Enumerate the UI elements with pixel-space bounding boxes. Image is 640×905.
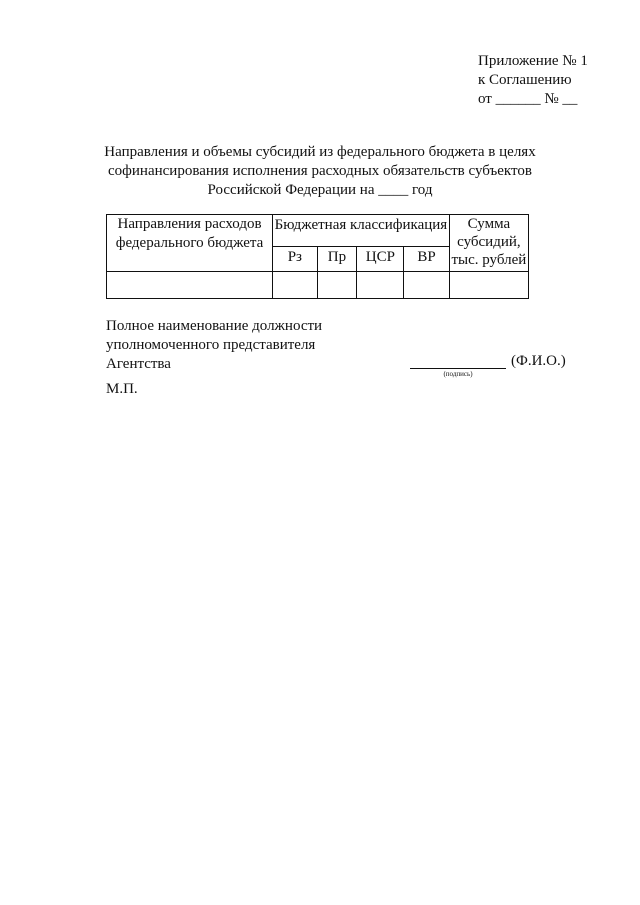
annex-number: Приложение № 1 <box>478 53 588 69</box>
signatory-name: (Ф.И.О.) <box>511 353 566 369</box>
subsidy-table <box>106 214 529 299</box>
cell-rz <box>273 272 318 299</box>
signatory-line-3: Агентства <box>106 356 171 372</box>
annex-date-number: от ______ № __ <box>478 91 578 107</box>
header-vr: ВР <box>404 246 449 271</box>
table-header-row <box>107 215 529 247</box>
title-line-2: софинансирования исполнения расходных обязательств субъектов <box>108 163 532 179</box>
header-direction-line-2: федерального бюджета <box>115 235 264 251</box>
cell-sum <box>449 272 528 299</box>
header-rz: Рз <box>273 246 318 271</box>
header-pr: Пр <box>317 246 357 271</box>
cell-pr <box>317 272 357 299</box>
header-sum-line-2: тыс. рублей <box>451 252 527 268</box>
signatory-line-2: уполномоченного представителя <box>106 337 316 353</box>
header-sum-line-1: Сумма субсидий, <box>457 216 521 250</box>
header-direction-line-1: Направления расходов <box>117 216 262 232</box>
signature-hint: (подпись) <box>443 370 473 378</box>
signatory-position <box>106 317 322 374</box>
header-csr: ЦСР <box>357 246 404 271</box>
table-row <box>107 272 529 299</box>
header-direction <box>107 215 273 272</box>
document-title <box>100 143 540 200</box>
seal-placeholder: М.П. <box>106 381 138 397</box>
header-sum <box>449 215 528 272</box>
signatory-line-1: Полное наименование должности <box>106 318 323 334</box>
cell-vr <box>404 272 449 299</box>
annex-agreement-ref: к Соглашению <box>478 72 572 88</box>
header-classification: Бюджетная классификация <box>273 215 450 247</box>
cell-direction <box>107 272 273 299</box>
signature-line <box>410 368 506 369</box>
annex-header <box>478 52 588 109</box>
title-line-3: Российской Федерации на ____ год <box>207 182 433 198</box>
cell-csr <box>357 272 404 299</box>
title-line-1: Направления и объемы субсидий из федерального бюджета в целях <box>104 144 536 160</box>
